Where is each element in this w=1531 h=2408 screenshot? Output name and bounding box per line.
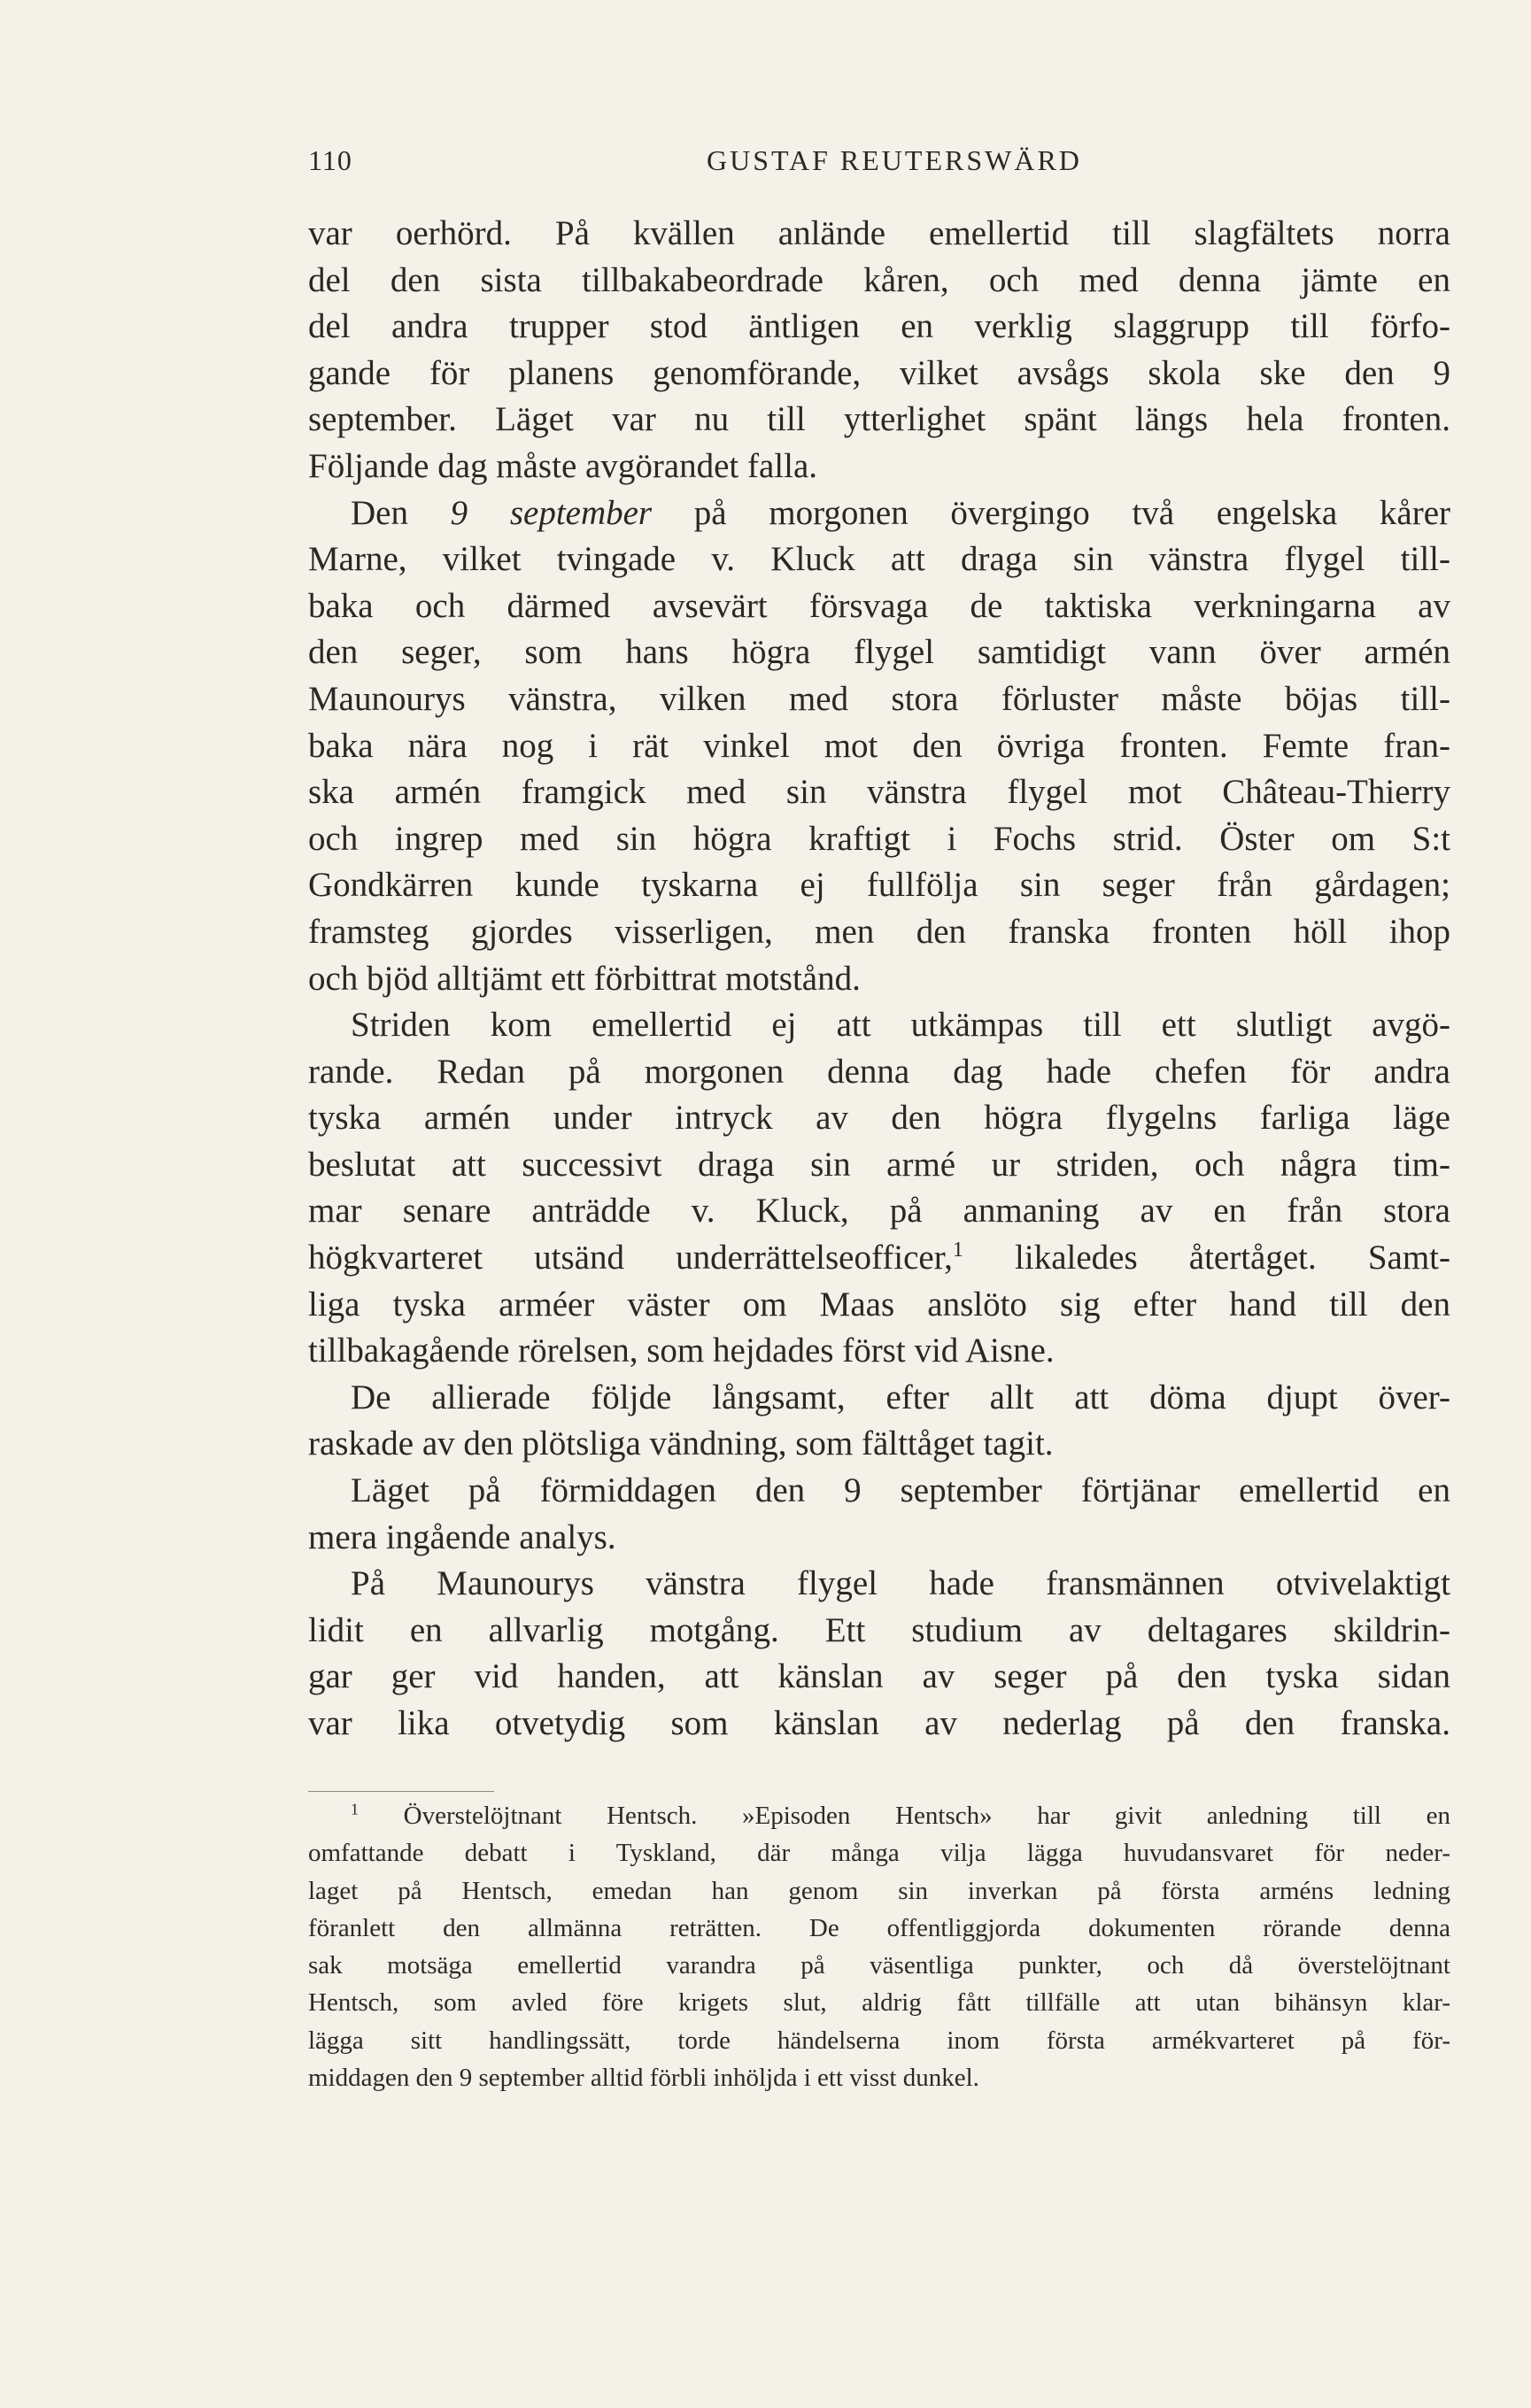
- body-line: [308, 1654, 1450, 1701]
- body-line-text: På Maunourys vänstra flygel hade fransmännen otvivelaktigt: [351, 1564, 1450, 1603]
- body-line: [308, 211, 1450, 258]
- footnote-line-text: sak motsäga emellertid varandra på väsentliga punkter, och då överstelöjtnant: [308, 1951, 1450, 1980]
- body-line-text: ska armén framgick med sin vänstra flygel mot Château-Thierry: [308, 773, 1450, 812]
- body-line: [308, 1328, 1450, 1375]
- body-line: [308, 1468, 1450, 1515]
- page-header: [308, 144, 1450, 189]
- body-line-text: mar senare anträdde v. Kluck, på anmaning av en från stora: [308, 1192, 1450, 1231]
- footnote-line: [308, 2022, 1450, 2059]
- footnote-line-text: Överstelöjtnant Hentsch. »Episoden Hentsch» har givit anledning till en: [403, 1802, 1450, 1830]
- footnote-line: [308, 1872, 1450, 1910]
- body-line: [308, 629, 1450, 676]
- footnote-line-text: Hentsch, som avled före krigets slut, aldrig fått tillfälle att utan bihänsyn klar-: [308, 1988, 1450, 2018]
- body-line: [308, 956, 1450, 1003]
- body-line: [308, 1142, 1450, 1189]
- body-line-text: tyska armén under intryck av den högra flygelns farliga läge: [308, 1099, 1450, 1138]
- body-line: [308, 676, 1450, 723]
- body-line: [308, 1608, 1450, 1655]
- body-line: [308, 490, 1450, 537]
- body-line: [308, 909, 1450, 956]
- body-line-text: likaledes återtåget. Samt-: [963, 1239, 1450, 1277]
- footnote-line-text: föranlett den allmänna reträtten. De offentliggjorda dokumenten rörande denna: [308, 1913, 1450, 1942]
- body-line: [308, 1561, 1450, 1608]
- body-line-text: tillbakagående rörelsen, som hejdades först vid Aisne.: [308, 1331, 1055, 1370]
- body-line-text: mera ingående analys.: [308, 1517, 616, 1556]
- body-line-text: raskade av den plötsliga vändning, som fälttåget tagit.: [308, 1424, 1054, 1463]
- footnote-line-text: omfattande debatt i Tyskland, där många vilja lägga huvudansvaret för neder-: [308, 1839, 1450, 1868]
- body-line-text: september. Läget var nu till ytterlighet spänt längs hela fronten.: [308, 400, 1450, 439]
- body-line: [308, 583, 1450, 630]
- body-line: [308, 1701, 1450, 1748]
- body-line-text: beslutat att successivt draga sin armé ur striden, och några tim-: [308, 1145, 1450, 1184]
- body-line: [308, 351, 1450, 397]
- body-line-text: på morgonen övergingo två engelska kårer: [652, 493, 1450, 532]
- body-line-text: Läget på förmiddagen den 9 september förtjänar emellertid en: [351, 1471, 1450, 1510]
- body-line-text: och ingrep med sin högra kraftigt i Fochs strid. Öster om S:t: [308, 819, 1450, 858]
- body-line: [308, 1188, 1450, 1235]
- body-line-text: framsteg gjordes visserligen, men den franska fronten höll ihop: [308, 912, 1450, 951]
- footnote-line-text: lägga sitt handlingssätt, torde händelserna inom första armékvarteret på för-: [308, 2026, 1450, 2055]
- footnote-divider: [308, 1791, 494, 1792]
- body-line: [308, 1049, 1450, 1096]
- footnote-line-text: laget på Hentsch, emedan han genom sin inverkan på första arméns ledning: [308, 1876, 1450, 1905]
- body-line: [308, 1282, 1450, 1329]
- body-line-text: rande. Redan på morgonen denna dag hade chefen för andra: [308, 1052, 1450, 1091]
- italic-date: 9 september: [450, 493, 653, 532]
- body-line-text: var lika otvetydig som känslan av nederlag på den franska.: [308, 1704, 1450, 1742]
- body-line: [308, 258, 1450, 305]
- body-line-text: gande för planens genomförande, vilket avsågs skola ske den 9: [308, 353, 1450, 392]
- footnote-line-text: middagen den 9 september alltid förbli inhöljda i ett visst dunkel.: [308, 2064, 979, 2093]
- body-line-text: Följande dag måste avgörandet falla.: [308, 446, 818, 485]
- footnote-line: [308, 2059, 1450, 2096]
- body-line: [308, 1515, 1450, 1562]
- body-line-text: baka och därmed avsevärt försvaga de taktiska verkningarna av: [308, 586, 1450, 625]
- body-line-text: gar ger vid handen, att känslan av seger på den tyska sidan: [308, 1657, 1450, 1696]
- footnote-line: [308, 1834, 1450, 1872]
- body-line: [308, 1375, 1450, 1422]
- body-line-text: Gondkärren kunde tyskarna ej fullfölja sin seger från gårdagen;: [308, 866, 1450, 905]
- body-line: [308, 862, 1450, 909]
- body-line: [308, 816, 1450, 863]
- body-line: [308, 1421, 1450, 1468]
- body-line: [308, 1235, 1450, 1282]
- body-line-text: baka nära nog i rät vinkel mot den övriga fronten. Femte fran-: [308, 726, 1450, 765]
- body-line-text: högkvarteret utsänd underrättelseofficer,: [308, 1239, 953, 1277]
- body-line: [308, 723, 1450, 770]
- body-line-text: lidit en allvarlig motgång. Ett studium av deltagares skildrin-: [308, 1610, 1450, 1649]
- body-line-text: Marne, vilket tvingade v. Kluck att draga sin vänstra flygel till-: [308, 540, 1450, 579]
- body-line-text: Maunourys vänstra, vilken med stora förluster måste böjas till-: [308, 679, 1450, 718]
- running-head: GUSTAF REUTERSWÄRD: [707, 144, 1082, 176]
- body-line-text: del den sista tillbakabeordrade kåren, och med denna jämte en: [308, 260, 1450, 299]
- body-line-text: del andra trupper stod äntligen en verklig slaggrupp till förfo-: [308, 307, 1450, 346]
- body-line-text: Striden kom emellertid ej att utkämpas till ett slutligt avgö-: [351, 1006, 1450, 1045]
- footnote-line: [308, 1910, 1450, 1947]
- body-line-text: De allierade följde långsamt, efter allt att döma djupt över-: [351, 1378, 1450, 1416]
- footnote-reference: 1: [952, 1238, 963, 1262]
- body-line: [308, 304, 1450, 351]
- body-line: [308, 769, 1450, 816]
- footnote-marker: 1: [351, 1800, 359, 1818]
- body-line: [308, 536, 1450, 583]
- body-line-text: var oerhörd. På kvällen anlände emellertid till slagfältets norra: [308, 214, 1450, 252]
- body-line: [308, 1095, 1450, 1142]
- body-line-text: Den: [351, 493, 451, 532]
- footnote-line: [308, 1984, 1450, 2021]
- body-line: [308, 444, 1450, 490]
- body-line: [308, 397, 1450, 444]
- body-line-text: den seger, som hans högra flygel samtidigt vann över armén: [308, 633, 1450, 672]
- page-number: 110: [308, 144, 352, 176]
- footnote: [308, 1797, 1450, 2096]
- body-line-text: liga tyska arméer väster om Maas anslöto sig efter hand till den: [308, 1285, 1450, 1324]
- footnote-line: [308, 1797, 1450, 1834]
- body-text: [308, 211, 1450, 1748]
- body-line: [308, 1002, 1450, 1049]
- footnote-line: [308, 1947, 1450, 1984]
- body-line-text: och bjöd alltjämt ett förbittrat motstånd.: [308, 959, 861, 998]
